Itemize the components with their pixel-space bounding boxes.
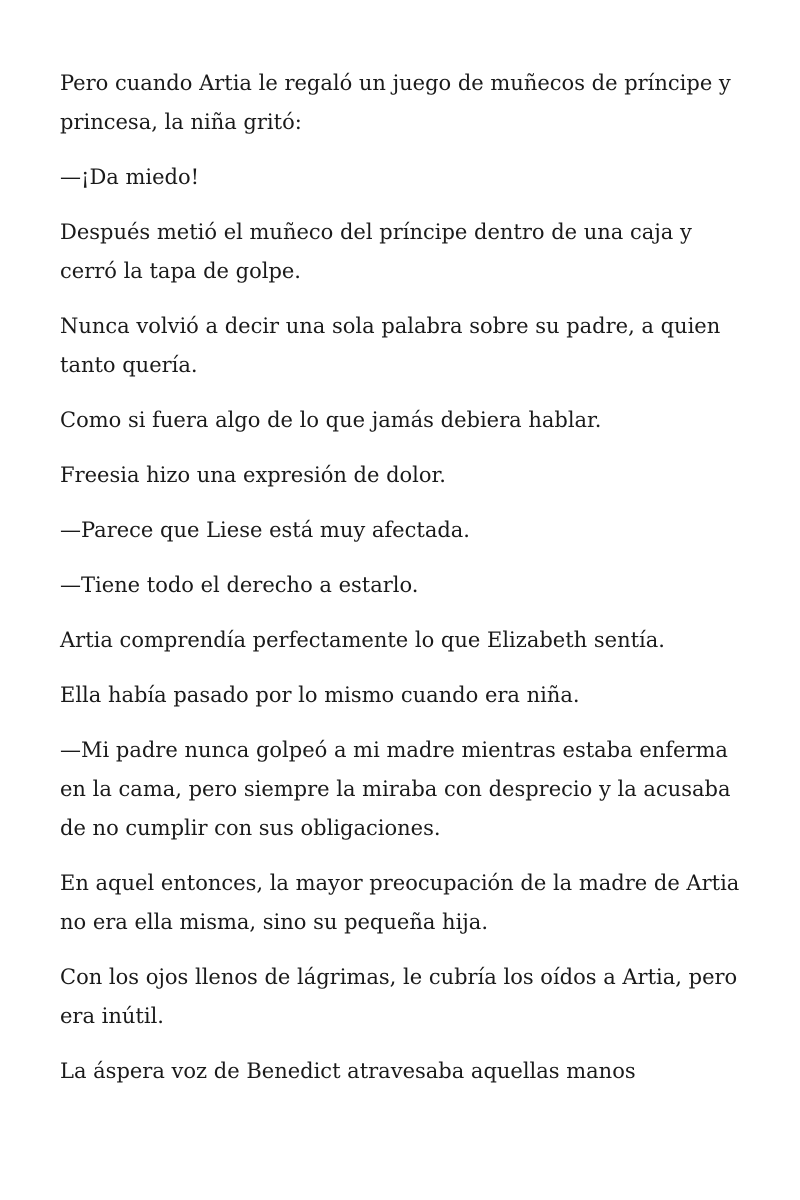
paragraph: —Tiene todo el derecho a estarlo. xyxy=(60,573,419,597)
paragraph: Nunca volvió a decir una sola palabra sobre su padre, a quien tanto quería. xyxy=(60,314,721,377)
paragraph: Con los ojos llenos de lágrimas, le cubría los oídos a Artia, pero era inútil. xyxy=(60,965,738,1028)
paragraph: Como si fuera algo de lo que jamás debiera hablar. xyxy=(60,408,602,432)
paragraph: La áspera voz de Benedict atravesaba aquellas manos xyxy=(60,1059,636,1083)
paragraph: Pero cuando Artia le regaló un juego de muñecos de príncipe y princesa, la niña gritó: xyxy=(60,71,731,134)
paragraph: Freesia hizo una expresión de dolor. xyxy=(60,463,446,487)
reading-page xyxy=(60,64,750,1107)
paragraph: —Parece que Liese está muy afectada. xyxy=(60,518,470,542)
paragraph: Ella había pasado por lo mismo cuando era niña. xyxy=(60,683,580,707)
paragraph: En aquel entonces, la mayor preocupación de la madre de Artia no era ella misma, sino su pequeña hija. xyxy=(60,871,740,934)
paragraph: Artia comprendía perfectamente lo que Elizabeth sentía. xyxy=(60,628,665,652)
paragraph: —Mi padre nunca golpeó a mi madre mientras estaba enferma en la cama, pero siempre la miraba con desprecio y la acusaba de no cumplir con sus obligaciones. xyxy=(60,738,731,840)
paragraph: Después metió el muñeco del príncipe dentro de una caja y cerró la tapa de golpe. xyxy=(60,220,692,283)
paragraph: —¡Da miedo! xyxy=(60,165,200,189)
